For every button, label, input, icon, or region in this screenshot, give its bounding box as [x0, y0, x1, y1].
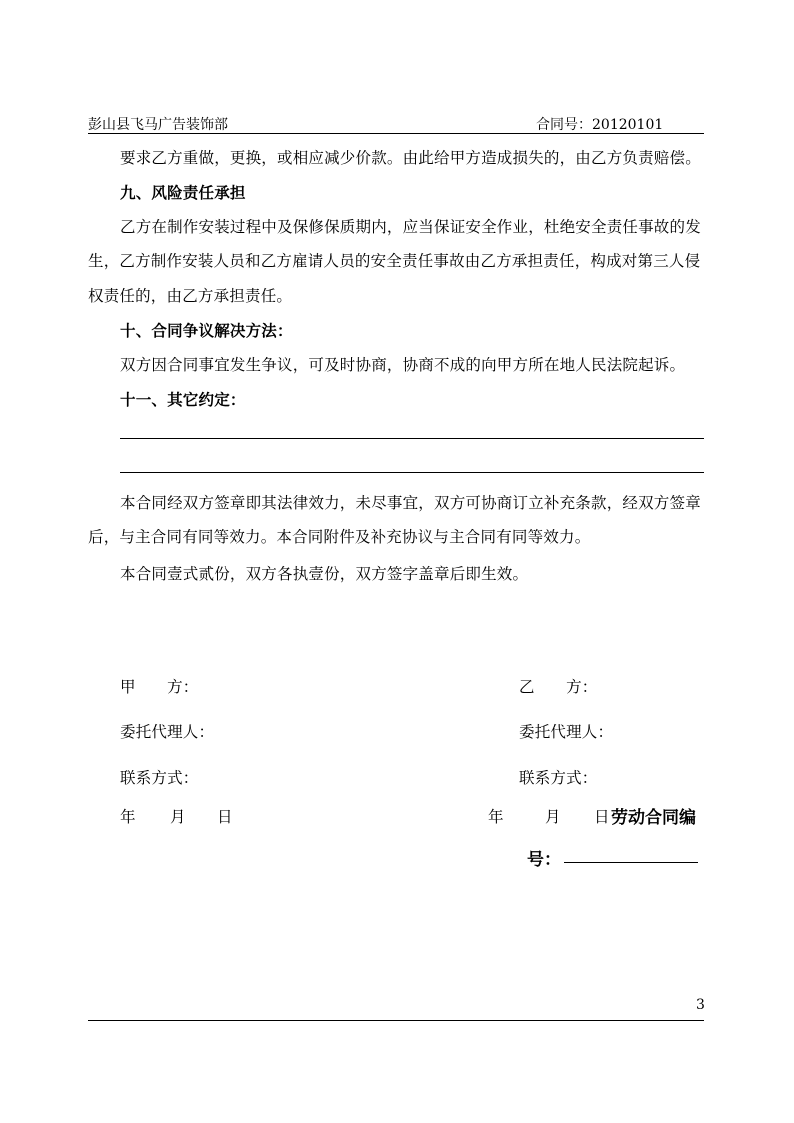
header-company: 彭山县飞马广告装饰部: [88, 117, 228, 133]
section-9-line-3: 权责任的，由乙方承担责任。: [88, 287, 293, 305]
agent-a-label: 委托代理人：: [120, 723, 215, 741]
blank-line-1: [120, 438, 704, 439]
date-a-year: 年: [120, 808, 136, 826]
section-10-text: 双方因合同事宜发生争议，可及时协商，协商不成的向甲方所在地人民法院起诉。: [120, 356, 686, 374]
page-number: 3: [696, 997, 705, 1013]
party-b-label: 乙 方：: [519, 678, 598, 696]
labor-contract-label-2: 号：: [527, 850, 561, 870]
header-rule: [88, 133, 704, 134]
paragraph-continuation: 要求乙方重做，更换，或相应减少价款。由此给甲方造成损失的，由乙方负责赔偿。: [120, 149, 701, 167]
section-9-title: 九、风险责任承担: [120, 183, 246, 202]
date-a-month: 月: [170, 808, 186, 826]
copies-clause: 本合同壹式贰份，双方各执壹份，双方签字盖章后即生效。: [120, 565, 529, 583]
section-10-title: 十、合同争议解决方法：: [120, 321, 293, 340]
section-11-title: 十一、其它约定：: [120, 390, 246, 409]
date-b-month: 月: [545, 808, 561, 826]
date-b-year: 年: [488, 808, 504, 826]
date-a-day: 日: [217, 808, 233, 826]
labor-contract-number-blank: [564, 862, 698, 863]
contact-b-label: 联系方式：: [519, 769, 598, 787]
party-a-label: 甲 方：: [120, 678, 199, 696]
date-b-day: 日: [594, 808, 610, 826]
section-9-line-2: 生，乙方制作安装人员和乙方雇请人员的安全责任事故由乙方承担责任，构成对第三人侵: [88, 252, 701, 270]
contact-a-label: 联系方式：: [120, 769, 199, 787]
header-contract-number: 合同号：20120101: [536, 117, 664, 133]
effect-line-2: 后，与主合同有同等效力。本合同附件及补充协议与主合同有同等效力。: [88, 528, 591, 546]
section-9-line-1: 乙方在制作安装过程中及保修保质期内，应当保证安全作业，杜绝安全责任事故的发: [120, 218, 701, 236]
blank-line-2: [120, 472, 704, 473]
agent-b-label: 委托代理人：: [519, 723, 614, 741]
effect-line-1: 本合同经双方签章即其法律效力，未尽事宜，双方可协商订立补充条款，经双方签章: [120, 494, 701, 512]
footer-rule: [88, 1020, 704, 1021]
labor-contract-label-1: 劳动合同编: [611, 808, 696, 828]
